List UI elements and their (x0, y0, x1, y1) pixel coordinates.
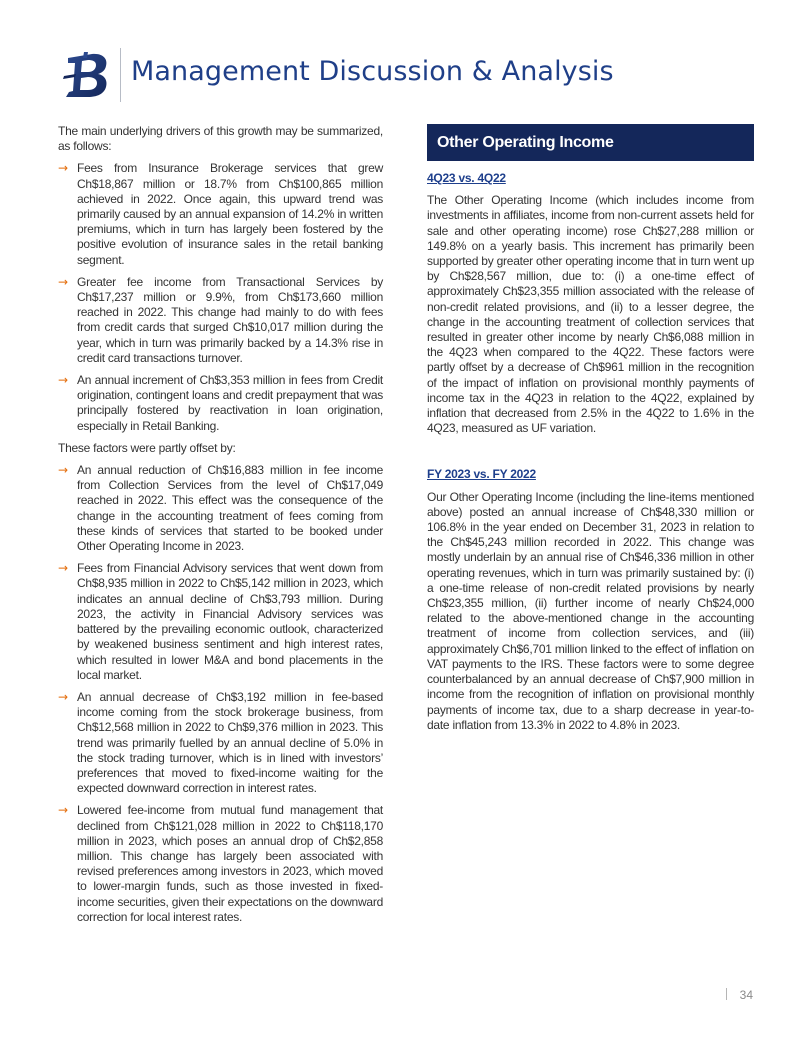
section-header-other-operating-income: Other Operating Income (427, 124, 754, 161)
drivers-list (58, 161, 383, 433)
section-spacer (427, 443, 754, 467)
page-footer (726, 988, 753, 1002)
list-item: → Fees from Financial Advisory services that went down from Ch$8,935 million in 2022 to Ch$5,142 million in 2023, which indicates an annual decline of Ch$3,793 million. During 2023, the activity in Financial Advisory services was battered by the prevailing economic outlook, characterized by weakened business sentiment and high interest rates, which resulted in lower M&A and bond placements in the local market. (58, 561, 383, 682)
drivers-intro: The main underlying drivers of this growth may be summarized, as follows: (58, 124, 383, 154)
arrow-right-icon: → (58, 463, 68, 478)
arrow-right-icon: → (58, 561, 68, 576)
full-year-paragraph: Our Other Operating Income (including the line-items mentioned above) posted an annual increase of Ch$48,330 million or 106.8% in the year ended on December 31, 2023 in relation to the Ch$45,243 million recorded in 2022. This change was mostly underlain by an annual rise of Ch$46,336 million in other operating revenues, which in turn was primarily sustained by: (i) a one-time release of non-credit related provisions by nearly Ch$23,355 million, (ii) further income of nearly Ch$24,000 related to the above-mentioned change in the accounting treatment of income from collection services, and (iii) approximately Ch$6,701 million linked to the effect of inflation on VAT payments to the IRS. These factors were to some degree counterbalanced by an annual decrease of Ch$7,900 million in income from the recognition of inflation on provisional monthly payments of income tax, due to a sharp decrease in year-to-date inflation from 13.3% in 2022 to 4.8% in 2023. (427, 489, 754, 732)
full-year-heading: FY 2023 vs. FY 2022 (427, 467, 536, 482)
arrow-right-icon: → (58, 803, 68, 818)
list-item: → Lowered fee-income from mutual fund management that declined from Ch$121,028 million in 2022 to Ch$118,170 million in 2023, which poses an annual drop of Ch$2,858 million. This change has largely been associated with revised preferences among investors in 2023, which moved to lower-margin funds, such as those invested in fixed-income securities, given their expectations on the downward correction for local interest rates. (58, 803, 383, 924)
page-number: 34 (739, 988, 753, 1002)
title-divider (120, 48, 121, 102)
right-column (427, 124, 754, 740)
bank-b-logo (62, 50, 112, 100)
page-title: Management Discussion & Analysis (131, 56, 614, 87)
left-column (58, 124, 383, 932)
list-item: → An annual decrease of Ch$3,192 million in fee-based income coming from the stock brokerage business, from Ch$12,568 million in 2022 to Ch$9,376 million in 2023. This trend was primarily fuelled by an annual decline of 5.0% in the stock trading turnover, which is in lined with investors’ preferences that moved to fixed-income waiting for the expected downward correction in interest rates. (58, 689, 383, 796)
quarter-paragraph: The Other Operating Income (which includes income from investments in affiliates, income from non-current assets held for sale and other operating income) rose Ch$27,288 million or 149.8% on a yearly basis. This increment has primarily been supported by greater other operating income that in turn went up by Ch$28,567 million, due to: (i) a one-time effect of approximately Ch$23,355 million associated with the release of non-credit related provisions, and (ii) to a lesser degree, the change in the accounting treatment of collection services that resulted in greater other income by nearly Ch$6,088 million in the 4Q23 when compared to the 4Q22. These factors were partly offset by a decrease of Ch$961 million in the recognition of the impact of inflation on provisional monthly payments of income tax in the 4Q23 in relation to the 4Q22, explained by inflation that decreased from 2.5% in the 4Q22 to 1.6% in the 4Q23, measured as UF variation. (427, 193, 754, 436)
arrow-right-icon: → (58, 373, 68, 388)
offset-intro: These factors were partly offset by: (58, 440, 236, 455)
footer-divider (726, 988, 727, 1000)
offsets-list (58, 463, 383, 925)
list-item: → Greater fee income from Transactional Services by Ch$17,237 million or 9.9%, from Ch$173,660 million reached in 2022. This change had mainly to do with fees from credit cards that surged Ch$10,017 million during the year, which in turn was primarily backed by a 14.3% rise in credit card transactions turnover. (58, 274, 383, 365)
list-item: → Fees from Insurance Brokerage services that grew Ch$18,867 million or 18.7% from Ch$100,865 million achieved in 2022. Once again, this upward trend was primarily caused by an annual expansion of 14.2% in written premiums, which in turn has largely been fostered by the positive evolution of insurance sales in the retail banking segment. (58, 161, 383, 267)
quarter-heading: 4Q23 vs. 4Q22 (427, 171, 506, 185)
arrow-right-icon: → (58, 274, 68, 289)
list-item: → An annual increment of Ch$3,353 million in fees from Credit origination, contingent loans and credit prepayment that was principally fostered by reactivation in loan origination, especially in Retail Banking. (58, 373, 383, 433)
arrow-right-icon: → (58, 689, 68, 704)
list-item: → An annual reduction of Ch$16,883 million in fee income from Collection Services from the level of Ch$17,049 reached in 2022. This effect was the consequence of the change in the accounting treatment of fees coming from these kinds of services that started to be booked under Other Operating Income in 2023. (58, 463, 383, 554)
arrow-right-icon: → (58, 161, 68, 176)
